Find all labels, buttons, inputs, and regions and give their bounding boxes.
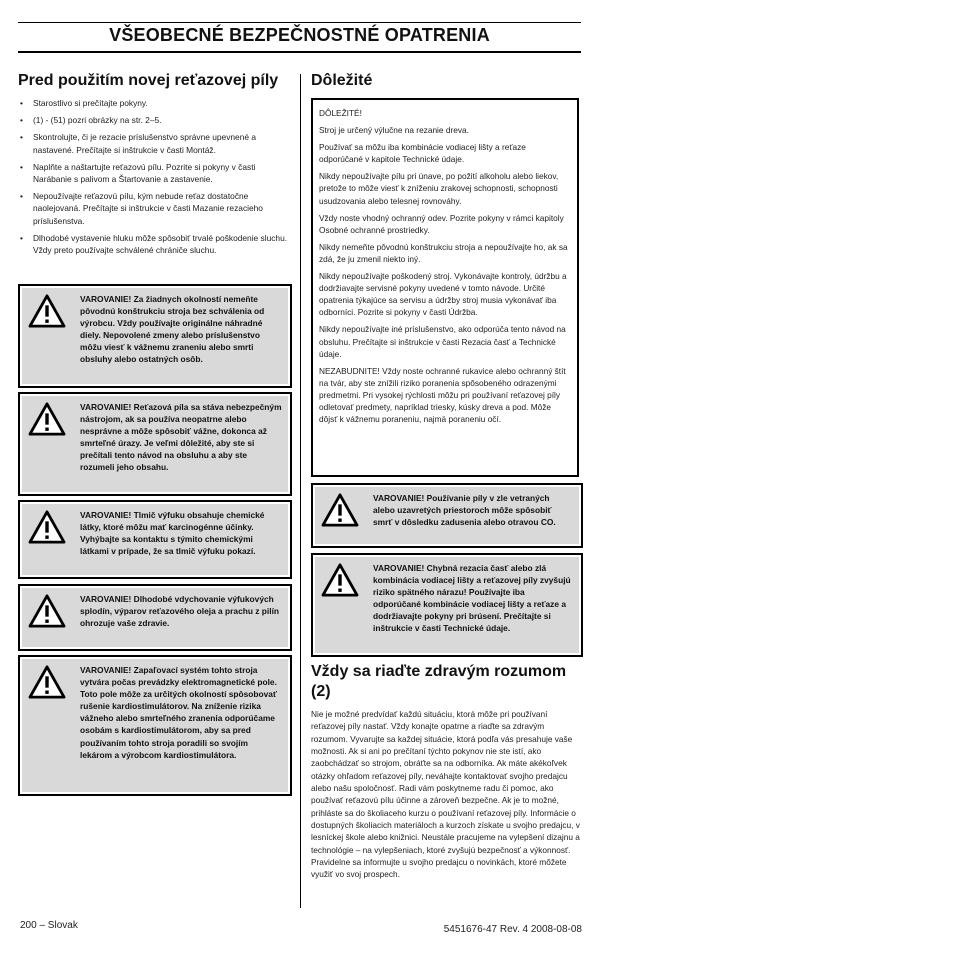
important-paragraph: Stroj je určený výlučne na rezanie dreva.: [319, 125, 469, 136]
warning-triangle-icon: [28, 510, 66, 544]
warning-text: VAROVANIE! Za žiadnych okolností nemeňte pôvodnú konštrukciu stroja bez schválenia od výrobcu. Vždy používajte originálne náhradné diely. Nepovolené zmeny alebo príslušenstvo môžu viesť k vážnemu zraneniu alebo smrti obsluhy alebo ostatných osôb.: [80, 294, 265, 365]
important-paragraph: Používať sa môžu iba kombinácie vodiacej lišty a reťaze odporúčané v kapitole Technické údaje.: [319, 142, 526, 165]
warning-triangle-icon: [321, 563, 359, 597]
warning-text: VAROVANIE! Zapaľovací systém tohto stroja vytvára počas prevádzky elektromagnetické pole. Toto pole môže za určitých okolností spôsobovať rušenie kardiostimulátorov. Na zníženie rizika vážneho alebo smrteľného zranenia odporúčame osobám s kardiostimulátorom, aby sa pred používaním tohto stroja poradili so svojím lekárom a výrobcom kardiostimulátora.: [80, 665, 277, 760]
warning-text: VAROVANIE! Tlmič výfuku obsahuje chemické látky, ktoré môžu mať karcinogénne účinky. Vyhýbajte sa kontaktu s týmito chemickými látkami v prípade, že sa tlmič výfuku pokazí.: [80, 510, 265, 557]
left-column: [18, 71, 292, 261]
important-paragraph: NEZABUDNITE! Vždy noste ochranné rukavice alebo ochranný štít na tvár, aby ste znížili riziko poranenia spôsobeného odrazenými predmetmi. Pri vysokej rýchlosti môžu pri používaní reťazovej píly odletovať predmety, napríklad triesky, kúsky dreva a pod. Môže dôjsť k vážnemu poraneniu, najmä poraneniu očí.: [319, 365, 566, 425]
warning-box: [18, 500, 292, 579]
list-item: • Skontrolujte, či je rezacie príslušenstvo správne upevnené a nastavené. Prečítajte si inštrukcie v časti Montáž.: [18, 131, 292, 155]
warning-box: [18, 284, 292, 388]
document-reference: 5451676-47 Rev. 4 2008-08-08: [443, 924, 582, 935]
warning-box: [18, 392, 292, 496]
warning-box: [18, 584, 292, 651]
body-paragraph: Nie je možné predvídať každú situáciu, ktorá môže pri používaní reťazovej píly nastať. Vždy konajte opatrne a riaďte sa zdravým rozumom. Vyvarujte sa každej situácie, ktorá podľa vás presahuje vaše možnosti. Ak si ani po prečítaní týchto pokynov nie ste istí, ako zaobchádzať so strojom, obráťte sa na odborníka. Ak máte akékoľvek otázky ohľadom reťazovej píly, neváhajte kontaktovať svojho predajcu alebo našu spoločnosť. Radi vám poskytneme radu či pomoc, ako používať reťazovú pílu účinne a zároveň bezpečne. Ak je to možné, prihláste sa do školiaceho kurzu o používaní reťazovej píly. Informácie o dostupných školiacich materiáloch a kurzoch získate u svojho predajcu, v lesníckej škole alebo knižnici. Neustále pracujeme na vylepšení dizajnu a technológie – na vylepšeniach, ktoré zvyšujú bezpečnosť a výkonnosť. Pravidelne sa informujte u svojho predajcu o novinkách, ktoré môžete využiť vo svoj prospech.: [311, 709, 580, 880]
warning-box: [18, 655, 292, 796]
title-rule-top: [18, 22, 581, 23]
warning-box: [311, 553, 583, 657]
column-divider: [300, 74, 301, 908]
bullet-list: [18, 97, 292, 256]
list-item: • Starostlivo si prečítajte pokyny.: [18, 97, 292, 109]
page-title: VŠEOBECNÉ BEZPEČNOSTNÉ OPATRENIA: [109, 25, 490, 45]
section-heading-important: Dôležité: [311, 72, 373, 89]
right-column: [311, 71, 581, 97]
warning-triangle-icon: [28, 594, 66, 628]
page-number: 200 – Slovak: [20, 920, 78, 931]
important-paragraph: Nikdy nemeňte pôvodnú konštrukciu stroja a nepoužívajte ho, ak sa zdá, že ju zmenil niekto iný.: [319, 241, 568, 264]
important-paragraph: Vždy noste vhodný ochranný odev. Pozrite pokyny v rámci kapitoly Osobné ochranné prostriedky.: [319, 212, 564, 235]
warning-text: VAROVANIE! Chybná rezacia časť alebo zlá kombinácia vodiacej lišty a reťazovej píly zvyšujú riziko spätného nárazu! Používajte iba odporúčané kombinácie vodiacej lišty a reťaze a dodržiavajte pokyny pri brúsení. Prečítajte si inštrukcie v časti Technické údaje.: [373, 563, 571, 634]
list-item: • Dlhodobé vystavenie hluku môže spôsobiť trvalé poškodenie sluchu. Vždy preto používajte schválené chrániče sluchu.: [18, 232, 292, 256]
warning-triangle-icon: [28, 402, 66, 436]
warning-triangle-icon: [28, 665, 66, 699]
section-heading-common-sense: Vždy sa riaďte zdravým rozumom (2): [311, 663, 567, 700]
list-item: • Naplňte a naštartujte reťazovú pílu. Pozrite si pokyny v časti Narábanie s palivom a Štartovanie a zastavenie.: [18, 161, 292, 185]
important-paragraph: Nikdy nepoužívajte poškodený stroj. Vykonávajte kontroly, údržbu a dodržiavajte servisné pokyny uvedené v tomto návode. Určité opatrenia týkajúce sa servisu a údržby stroj musia vykonávať iba odborníci. Pozrite si pokyny v časti Údržba.: [319, 271, 567, 318]
warning-triangle-icon: [321, 493, 359, 527]
warning-text: VAROVANIE! Reťazová píla sa stáva nebezpečným nástrojom, ak sa používa neopatrne alebo nesprávne a môže spôsobiť vážne, dokonca až smrteľné úrazy. Je veľmi dôležité, aby ste si prečítali tento návod na obsluhu a aby ste rozumeli jeho obsahu.: [80, 402, 282, 473]
section-heading-before-use: Pred použitím novej reťazovej píly: [18, 72, 279, 89]
list-item: • (1) - (51) pozri obrázky na str. 2–5.: [18, 114, 292, 126]
important-paragraph: DÔLEŽITÉ!: [319, 108, 362, 118]
warning-text: VAROVANIE! Používanie píly v zle vetraných alebo uzavretých priestoroch môže spôsobiť smrť v dôsledku zadusenia alebo otravou CO.: [373, 493, 556, 528]
warning-box: [311, 483, 583, 548]
warning-triangle-icon: [28, 294, 66, 328]
list-item: • Nepoužívajte reťazovú pílu, kým nebude reťaz dostatočne naolejovaná. Prečítajte si inštrukcie v časti Mazanie rezacieho príslušenstva.: [18, 190, 292, 227]
title-rule-bottom: [18, 51, 581, 53]
important-paragraph: Nikdy nepoužívajte iné príslušenstvo, ako odporúča tento návod na obsluhu. Prečítajte si inštrukcie v časti Rezacia časť a Technické údaje.: [319, 324, 566, 359]
common-sense-section: [311, 662, 581, 881]
warning-text: VAROVANIE! Dlhodobé vdychovanie výfukových splodín, výparov reťazového oleja a prachu z pilín ohrozuje vaše zdravie.: [80, 594, 280, 629]
important-paragraph: Nikdy nepoužívajte pílu pri únave, po požití alkoholu alebo liekov, pretože to môže viesť k zníženiu zrakovej schopnosti, schopnosti usudzovania alebo telesnej rovnováhy.: [319, 171, 559, 206]
important-notice-box: [311, 98, 579, 477]
